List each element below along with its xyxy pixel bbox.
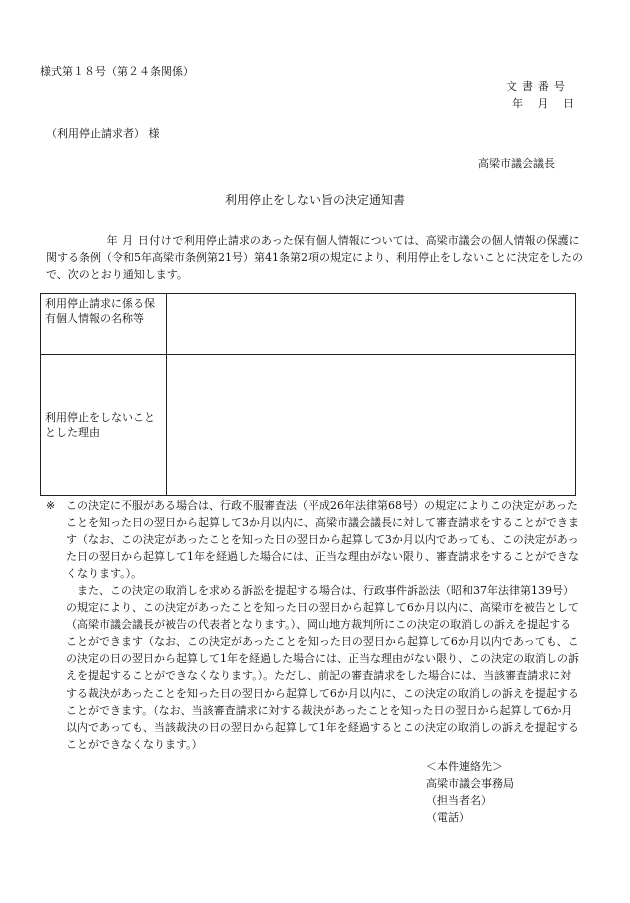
document-number-label: 文書番号 xyxy=(506,80,570,93)
document-date-label: 年 月 日 xyxy=(512,97,577,110)
intro-text: 利用停止請求のあった保有個人情報については、高梁市議会の個人情報の保護に関する条例（令和5年高梁市条例第21号）第41条第2項の規定により、利用停止をしないことに決定をしたので、次のとおり通知します。 xyxy=(46,234,583,282)
contact-person: （担当者名） xyxy=(426,794,492,808)
appeal-note-text: この決定に不服がある場合は、行政不服審査法（平成26年法律第68号）の規定によりこの決定があったことを知った日の翌日から起算して3か月以内に、高梁市議会議長に対して審査請求をすることができます（なお、この決定があったことを知った日の翌日から起算して3か月以内であっても、この決定があった日の翌日から起算して1年を経過した場合には、正当な理由がない限り、審査請求をすることができなくなります。）。 xyxy=(66,499,579,581)
form-number: 様式第１８号（第２４条関係） xyxy=(40,65,194,78)
contact-heading: ＜本件連絡先＞ xyxy=(426,760,503,773)
intro-date-prefix: 年 月 日付けで xyxy=(106,234,184,247)
contact-office: 高梁市議会事務局 xyxy=(426,777,514,791)
document-title: 利用停止をしない旨の決定通知書 xyxy=(224,193,405,207)
table-row xyxy=(41,294,576,355)
recipient-line: （利用停止請求者） 様 xyxy=(46,127,160,140)
reason-value xyxy=(167,355,576,496)
info-name-value xyxy=(167,294,576,355)
lawsuit-note: また、この決定の取消しを求める訴訟を提起する場合は、行政事件訴訟法（昭和37年法律第139号）の規定により、この決定があったことを知った日の翌日から起算して6か月以内に、高梁市を被告として（高梁市議会議長が被告の代表者となります。）、岡山地方裁判所にこの決定の取消しの訴えを提起することができます（なお、この決定があったことを知った日の翌日から起算して6か月以内であっても、この決定の日の翌日から起算して1年を経過した場合には、正当な理由がない限り、この決定の取消しの訴えを提起することができなくなります。）。ただし、前記の審査請求をした場合には、当該審査請求に対する裁決があったことを知った日の翌日から起算して6か月以内に、この決定の取消しの訴えを提起することができます。（なお、当該審査請求に対する裁決があったことを知った日の翌日から起算して6か月以内であっても、当該裁決の日の翌日から起算して1年を経過するとこの決定の取消しの訴えを提起することができなくなります。） xyxy=(66,584,579,751)
table-row xyxy=(41,355,576,496)
info-name-label: 利用停止請求に係る保有個人情報の名称等 xyxy=(41,294,167,355)
information-table xyxy=(40,293,576,496)
contact-block xyxy=(426,758,514,826)
contact-phone: （電話） xyxy=(426,811,470,825)
appeal-note xyxy=(46,497,582,582)
note-mark: ※ xyxy=(46,499,56,512)
intro-paragraph xyxy=(46,232,586,283)
reason-label: 利用停止をしないこととした理由 xyxy=(41,355,167,496)
sender-name: 高梁市議会議長 xyxy=(478,157,555,170)
notes-section xyxy=(46,497,582,753)
